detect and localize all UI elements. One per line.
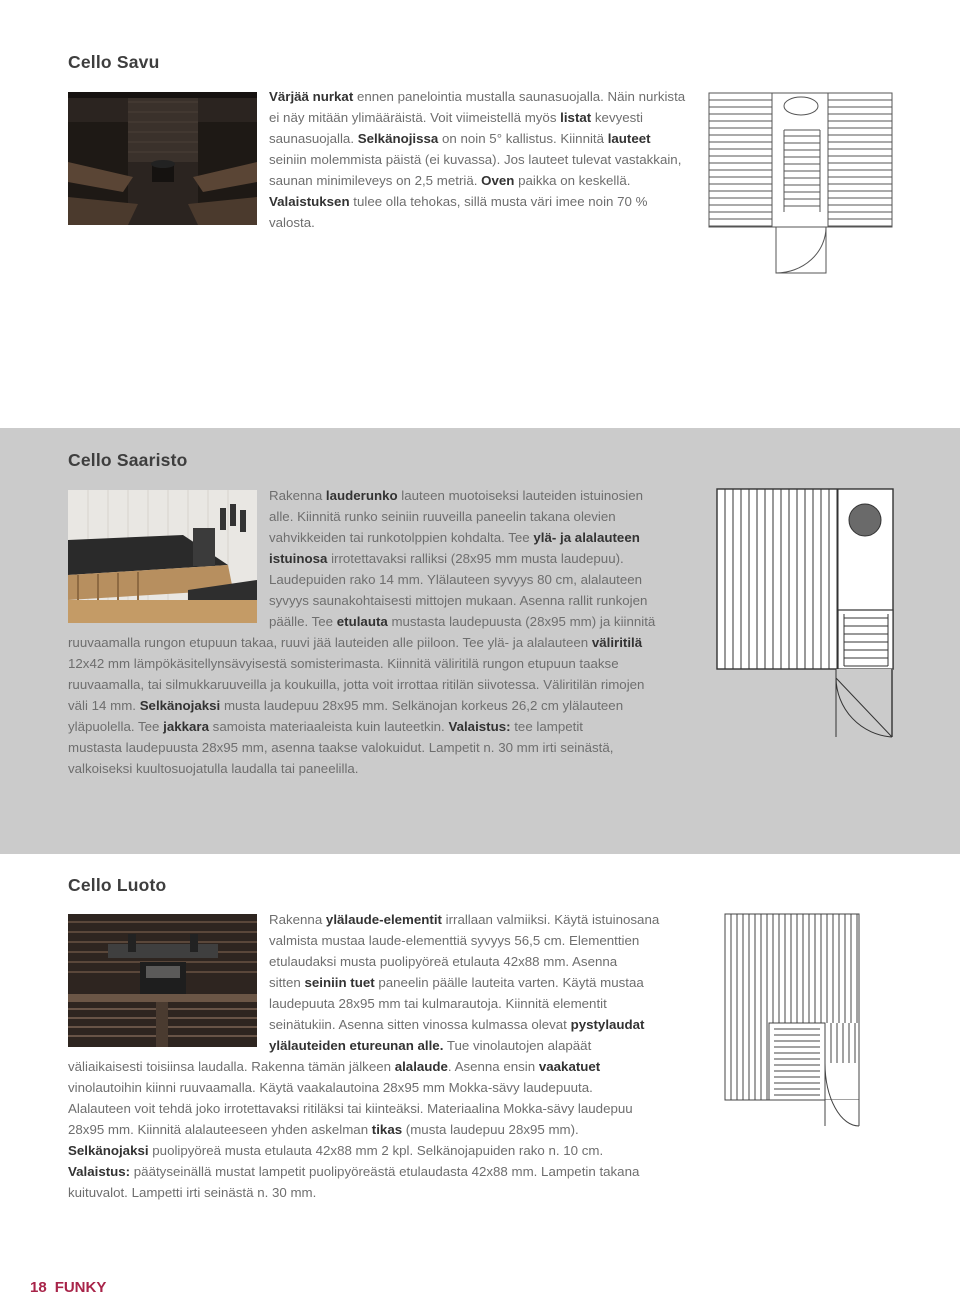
floor-plan-savu: [708, 92, 894, 276]
floor-plan-saaristo: [716, 488, 894, 738]
text-run: etulaudaksi musta puolipyöreä etulauta 42x88 mm. Asenna: [269, 954, 618, 969]
text-run: kevyesti saunasuojalla.: [269, 110, 643, 146]
text-line: [68, 737, 718, 758]
bold-term: ylälauteiden etureunan alle.: [269, 1038, 444, 1053]
text-run: 28x95 mm. Kiinnitä alalauteeseen yhden askelman: [68, 1122, 372, 1137]
section-cello-luoto: [0, 854, 960, 1295]
text-run: seinätukiin. Asenna sitten vinossa kulmassa olevat: [269, 1017, 571, 1032]
text-run: Laudepuiden rako 14 mm. Ylälauteen syvyys 80 cm, alalauteen: [269, 572, 643, 587]
bold-term: etulauta: [336, 614, 388, 629]
floor-plan-luoto: [724, 913, 864, 1127]
text-run: väliaikaisesti toisiinsa laudalla. Rakenna tämän jälkeen: [68, 1059, 395, 1074]
description-savu: [269, 86, 689, 233]
bold-term: pystylaudat: [570, 1017, 645, 1032]
text-run: seiniin molemmista päistä (ei kuvassa). Jos lauteet tulevat vastakkain, saunan minimileveys on 2,5 metriä.: [269, 152, 682, 188]
bold-term: lauteet: [607, 131, 651, 146]
bold-term: istuinosa: [269, 551, 328, 566]
text-run: vinolautoihin kiinni ruuvaamalla. Käytä vaakalautoina 28x95 mm Mokka-sävy laudepuuta.: [68, 1080, 593, 1095]
section-title: Cello Saaristo: [68, 450, 188, 470]
text-run: laudepuuta 28x95 mm tai kulmarautoja. Kiinnitä elementit: [269, 996, 607, 1011]
text-run: päälle. Tee: [269, 614, 337, 629]
text-run: irrallaan valmiiksi. Käytä istuinosana: [441, 912, 660, 927]
description-luoto-bottom: [68, 1056, 728, 1203]
text-run: mustasta laudepuusta (28x95 mm) ja kiinnitä: [387, 614, 656, 629]
bold-term: Selkänojaksi: [68, 1143, 149, 1158]
text-run: Alalauteen voit tehdä joko irrotettavaksi ritiläksi tai kiinteäksi. Materiaalina Mokka-sävy laudepuu: [68, 1101, 633, 1116]
text-run: kuituvalot. Lampetti irti seinästä n. 30 mm.: [68, 1185, 317, 1200]
text-line: [68, 1056, 728, 1077]
description-saaristo-top: [269, 485, 709, 632]
text-run: musta laudepuu 28x95 mm. Selkänojan korkeus 26,2 cm ylälauteen: [220, 698, 624, 713]
text-line: [68, 632, 718, 653]
bold-term: Selkänojissa: [357, 131, 439, 146]
bold-term: Valaistus:: [448, 719, 511, 734]
bold-term: Selkänojaksi: [139, 698, 221, 713]
text-line: [269, 951, 709, 972]
text-run: . Asenna ensin: [447, 1059, 539, 1074]
text-line: [269, 506, 709, 527]
sauna-photo-savu: [68, 92, 257, 225]
bold-term: Oven: [481, 173, 515, 188]
bold-term: vaakatuet: [538, 1059, 601, 1074]
section-cello-saaristo: [0, 428, 960, 854]
text-run: samoista materiaaleista kuin lauteetkin.: [208, 719, 449, 734]
bold-term: tikas: [371, 1122, 403, 1137]
description-saaristo-bottom: [68, 632, 718, 779]
text-line: [68, 1140, 728, 1161]
bold-term: Värjää nurkat: [269, 89, 354, 104]
bold-term: ylälaude-elementit: [325, 912, 442, 927]
text-run: valmista mustaa laude-elementtiä syvyys 56,5 cm. Elementtien: [269, 933, 640, 948]
text-run: puolipyöreä musta etulauta 42x88 mm 2 kpl. Selkänojapuiden rako n. 10 cm.: [148, 1143, 604, 1158]
text-line: [269, 930, 709, 951]
text-line: [269, 909, 709, 930]
text-run: Tue vinolautojen alapäät: [443, 1038, 592, 1053]
text-line: [269, 590, 709, 611]
text-line: [269, 1014, 709, 1035]
text-line: [269, 611, 709, 632]
text-run: syvyys saunakohtaisesti mittojen mukaan. Asenna rallit runkojen: [269, 593, 648, 608]
section-title: Cello Savu: [68, 52, 160, 72]
text-line: [68, 1077, 728, 1098]
text-run: paikka on keskellä.: [514, 173, 631, 188]
bold-term: Valaistuksen: [269, 194, 350, 209]
text-line: [68, 653, 718, 674]
text-run: ruuvaamalla rungon etupuun takaa, ruuvi jää lauteiden alle piiloon. Tee ylä- ja alalauteen: [68, 635, 592, 650]
text-line: [68, 1098, 728, 1119]
text-line: [68, 1161, 728, 1182]
text-run: irrotettavaksi ralliksi (28x95 mm musta laudepuu).: [327, 551, 624, 566]
text-run: sitten: [269, 975, 305, 990]
text-run: väli 14 mm.: [68, 698, 140, 713]
bold-term: alalaude: [394, 1059, 448, 1074]
bold-term: seiniin tuet: [304, 975, 375, 990]
text-run: tee lampetit: [510, 719, 583, 734]
text-run: on noin 5° kallistus. Kiinnitä: [438, 131, 608, 146]
text-run: yläpuolella. Tee: [68, 719, 164, 734]
text-run: Rakenna: [269, 912, 326, 927]
text-run: 12x42 mm lämpökäsitellynsävyisestä somisterimasta. Kiinnitä väliritilä rungon etupuun taakse: [68, 656, 619, 671]
text-line: [269, 548, 709, 569]
bold-term: listat: [560, 110, 592, 125]
text-line: [269, 993, 709, 1014]
text-line: [269, 1035, 709, 1056]
text-run: vahvikkeiden tai runkotolppien kohdalta. Tee: [269, 530, 534, 545]
text-line: [269, 972, 709, 993]
text-run: mustasta laudepuusta 28x95 mm, asenna taakse valokuidut. Lampetit n. 30 mm irti seinästä,: [68, 740, 614, 755]
section-title: Cello Luoto: [68, 875, 167, 895]
text-line: [68, 1119, 728, 1140]
text-line: [269, 485, 709, 506]
text-line: [68, 695, 718, 716]
text-line: [269, 527, 709, 548]
text-run: Rakenna: [269, 488, 326, 503]
text-run: ennen panelointia mustalla saunasuojalla. Näin nurkista ei näy mitään ylimääräistä. Voit viimeistellä myös: [269, 89, 686, 125]
sauna-photo-luoto: [68, 914, 257, 1047]
bold-term: ylä- ja alalauteen: [533, 530, 640, 545]
text-line: [68, 716, 718, 737]
text-run: päätyseinällä mustat lampetit puolipyöreästä etulaudasta 42x88 mm. Lampetin takana: [130, 1164, 640, 1179]
page-number: 18: [30, 1279, 47, 1296]
text-run: paneelin päälle lauteita varten. Käytä mustaa: [374, 975, 644, 990]
text-run: (musta laudepuu 28x95 mm).: [402, 1122, 579, 1137]
text-run: alle. Kiinnitä runko seiniin ruuveilla paneelin takana olevien: [269, 509, 616, 524]
sauna-photo-saaristo: [68, 490, 257, 623]
brand-name: FUNKY: [54, 1279, 107, 1296]
text-run: tulee olla tehokas, sillä musta väri imee noin 70 % valosta.: [269, 194, 648, 230]
bold-term: väliritilä: [591, 635, 643, 650]
text-line: [68, 1182, 728, 1203]
section-cello-savu: [0, 0, 960, 428]
text-run: valkoiseksi kuultosuojatulla laudalla tai paneelilla.: [68, 761, 359, 776]
text-line: [269, 569, 709, 590]
text-line: [68, 674, 718, 695]
bold-term: Valaistus:: [68, 1164, 131, 1179]
text-line: [68, 758, 718, 779]
bold-term: lauderunko: [325, 488, 398, 503]
description-luoto-top: [269, 909, 709, 1056]
page-footer: [30, 1279, 114, 1296]
text-run: lauteen muotoiseksi lauteiden istuinosien: [397, 488, 644, 503]
text-run: ruuvaamalla, tai silmukkaruuveilla ja koukuilla, jotta voit irrottaa ritilän siivotessa. Väliritilän rimojen: [68, 677, 645, 692]
bold-term: jakkara: [163, 719, 209, 734]
